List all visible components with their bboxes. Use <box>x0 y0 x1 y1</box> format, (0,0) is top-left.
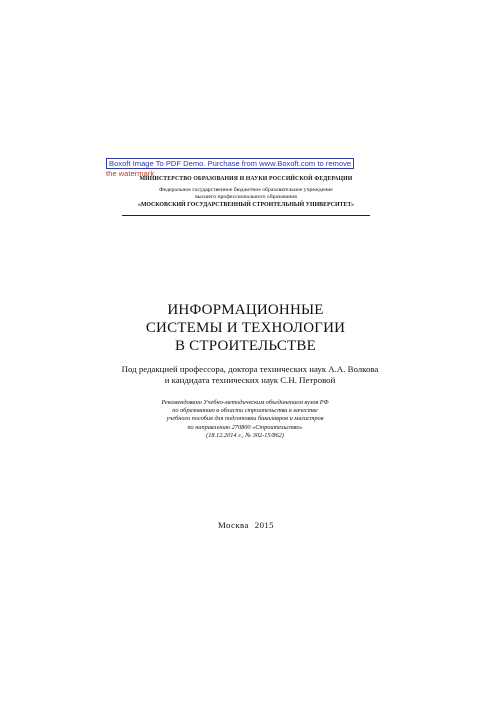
institution-type <box>120 187 372 201</box>
imprint-city: Москва <box>218 520 249 530</box>
editors-statement <box>100 364 400 385</box>
recommendation-line-4: по направлению 270800 «Строительство» <box>187 423 303 431</box>
book-title-line-1: ИНФОРМАЦИОННЫЕ <box>167 302 324 318</box>
ministry-name: МИНИСТЕРСТВО ОБРАЗОВАНИЯ И НАУКИ РОССИЙСКОЙ ФЕДЕРАЦИИ <box>139 176 353 182</box>
watermark-line-2: the watermark <box>106 169 155 178</box>
header-divider <box>122 215 370 216</box>
imprint <box>120 520 372 530</box>
institution-type-line-2: высшего профессионального образования <box>195 194 297 200</box>
book-title-line-3: В СТРОИТЕЛЬСТВЕ <box>175 338 316 354</box>
editors-line-2: и кандидата технических наук С.Н. Петровой <box>164 374 336 385</box>
book-title <box>80 301 411 355</box>
watermark-line-1[interactable]: Boxoft Image To PDF Demo. Purchase from www.Boxoft.com to remove <box>106 158 354 169</box>
recommendation-line-2: по образованию в области строительства в качестве <box>172 407 318 415</box>
recommendation-line-5: (18.12.2014 г., № 302-15/862) <box>206 431 284 439</box>
imprint-year: 2015 <box>254 520 274 530</box>
book-title-line-2: СИСТЕМЫ И ТЕХНОЛОГИИ <box>145 320 346 336</box>
title-page-header <box>120 175 372 209</box>
recommendation-statement <box>110 399 380 440</box>
editors-line-1: Под редакцией профессора, доктора технических наук А.А. Волкова <box>121 364 379 374</box>
institution-name: «МОСКОВСКИЙ ГОСУДАРСТВЕННЫЙ СТРОИТЕЛЬНЫЙ УНИВЕРСИТЕТ» <box>137 202 355 208</box>
recommendation-line-3: учебного пособия для подготовки бакалавров и магистров <box>166 415 324 423</box>
recommendation-line-1: Рекомендовано Учебно-методическим объединением вузов РФ <box>161 399 329 406</box>
institution-type-line-1: Федеральное государственное бюджетное образовательное учреждение <box>159 187 333 193</box>
